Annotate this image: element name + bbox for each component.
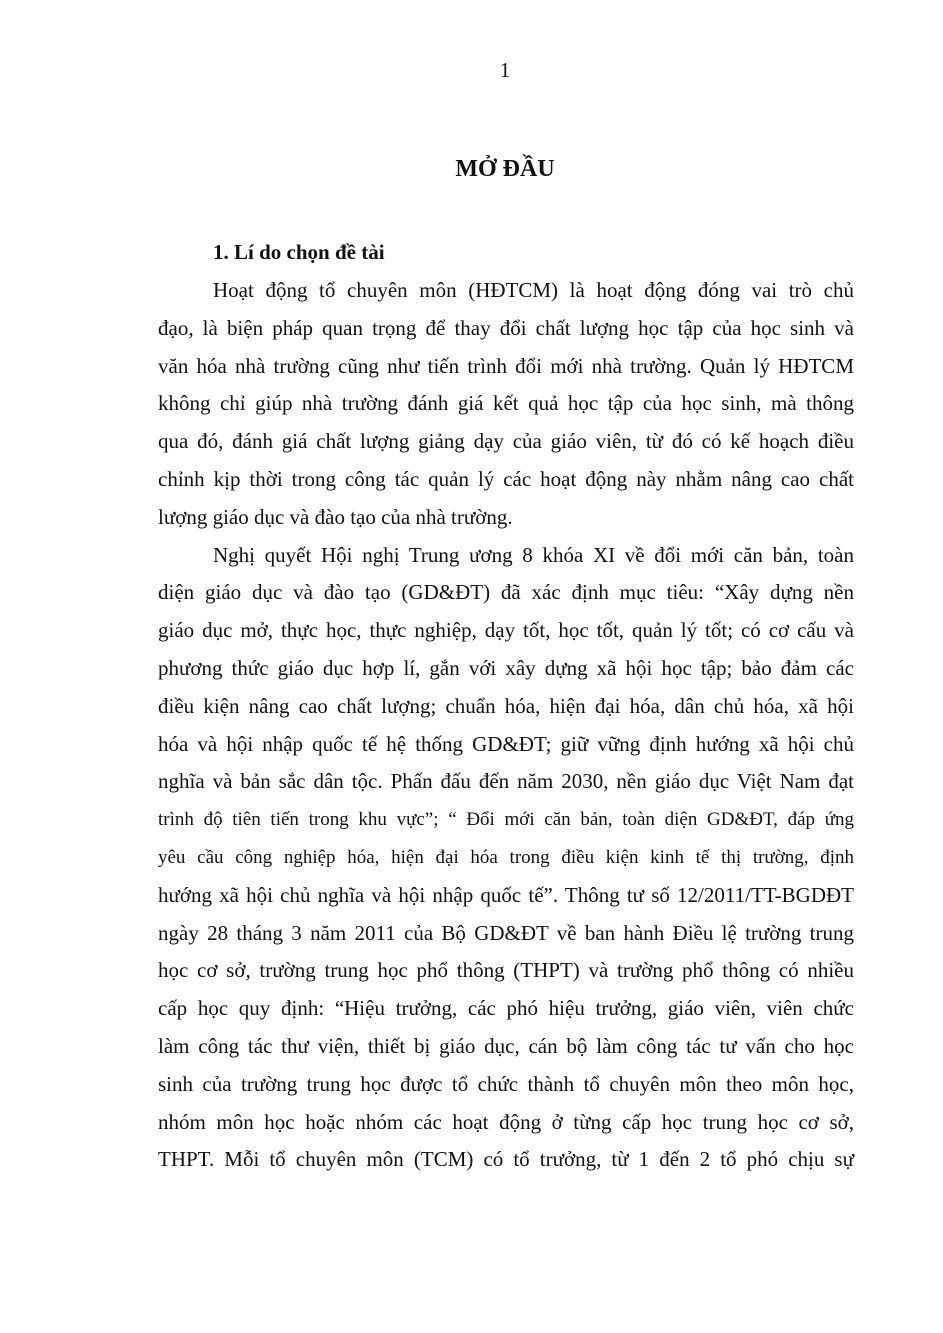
paragraph-line: yêu cầu công nghiệp hóa, hiện đại hóa trong điều kiện kinh tế thị trường, định [158,846,854,868]
paragraph-line: hướng xã hội chủ nghĩa và hội nhập quốc tế”. Thông tư số 12/2011/TT-BGDĐT [158,882,854,907]
body-text [158,272,854,1179]
paragraph-line: cấp học quy định: “Hiệu trưởng, các phó hiệu trưởng, giáo viên, viên chức [158,996,854,1021]
paragraph-line: không chỉ giúp nhà trường đánh giá kết quả học tập của học sinh, mà thông [158,391,854,416]
section-heading: 1. Lí do chọn đề tài [213,240,385,264]
paragraph-line: học cơ sở, trường trung học phổ thông (THPT) và trường phổ thông có nhiều [158,958,854,983]
paragraph-1 [158,272,854,537]
paragraph-line: lượng giáo dục và đào tạo của nhà trường. [158,504,513,529]
page-number: 1 [499,58,511,82]
paragraph-line: làm công tác thư viện, thiết bị giáo dục, cán bộ làm công tác tư vấn cho học [158,1033,854,1058]
paragraph-line: sinh của trường trung học được tổ chức thành tổ chuyên môn theo môn học, [158,1071,854,1096]
paragraph-line: đạo, là biện pháp quan trọng để thay đổi chất lượng học tập của học sinh và [158,315,854,340]
paragraph-line: nhóm môn học hoặc nhóm các hoạt động ở từng cấp học trung học cơ sở, [158,1109,854,1134]
paragraph-line: hóa và hội nhập quốc tế hệ thống GD&ĐT; giữ vững định hướng xã hội chủ [158,731,854,756]
document-title: MỞ ĐẦU [455,156,555,182]
paragraph-2 [158,537,854,1180]
paragraph-line: trình độ tiên tiến trong khu vực”; “ Đổi mới căn bản, toàn diện GD&ĐT, đáp ứng [158,809,854,831]
paragraph-line: phương thức giáo dục hợp lí, gắn với xây dựng xã hội học tập; bảo đảm các [158,655,854,680]
paragraph-line: ngày 28 tháng 3 năm 2011 của Bộ GD&ĐT về ban hành Điều lệ trường trung [158,920,854,945]
paragraph-line: giáo dục mở, thực học, thực nghiệp, dạy tốt, học tốt, quản lý tốt; có cơ cấu và [158,618,854,643]
paragraph-line: qua đó, đánh giá chất lượng giảng dạy của giáo viên, từ đó có kế hoạch điều [158,429,854,454]
paragraph-line: điều kiện nâng cao chất lượng; chuẩn hóa, hiện đại hóa, dân chủ hóa, xã hội [158,693,854,718]
paragraph-line: Hoạt động tổ chuyên môn (HĐTCM) là hoạt động đóng vai trò chủ [213,278,854,302]
paragraph-line: diện giáo dục và đào tạo (GD&ĐT) đã xác định mục tiêu: “Xây dựng nền [158,580,854,605]
paragraph-line: THPT. Mỗi tổ chuyên môn (TCM) có tổ trưởng, từ 1 đến 2 tổ phó chịu sự [158,1147,854,1172]
paragraph-line: văn hóa nhà trường cũng như tiến trình đổi mới nhà trường. Quản lý HĐTCM [158,353,854,378]
paragraph-line: chỉnh kịp thời trong công tác quản lý các hoạt động này nhằm nâng cao chất [158,466,854,491]
paragraph-line: Nghị quyết Hội nghị Trung ương 8 khóa XI về đổi mới căn bản, toàn [213,542,854,567]
paragraph-line: nghĩa và bản sắc dân tộc. Phấn đấu đến năm 2030, nền giáo dục Việt Nam đạt [158,769,854,794]
